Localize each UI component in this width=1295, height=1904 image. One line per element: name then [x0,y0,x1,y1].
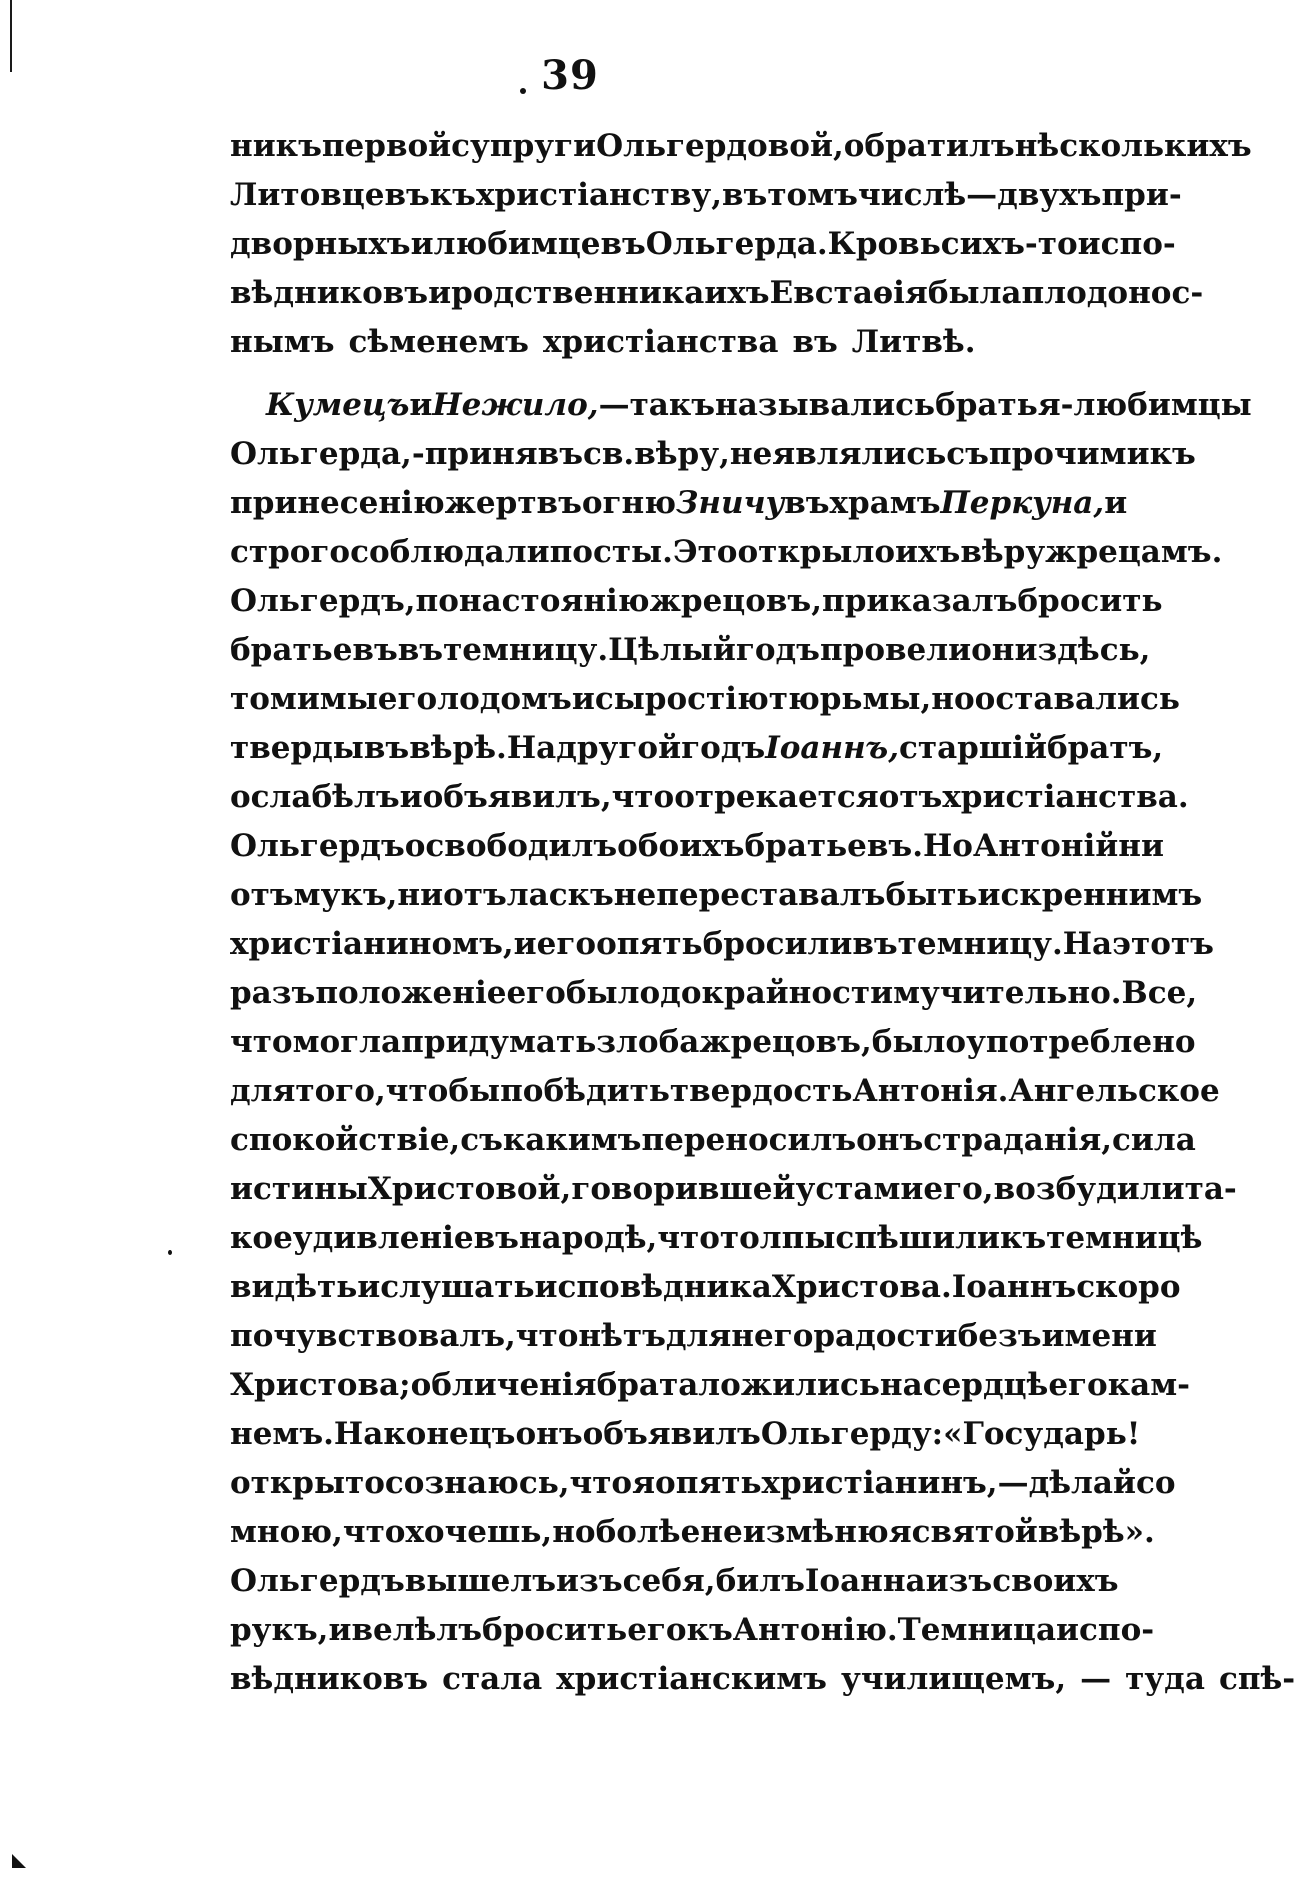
word: кое [230,1220,293,1256]
word: объявилъ, [422,779,612,815]
word: посты. [549,534,673,570]
word: строго [230,534,351,570]
word: билъ [715,1563,805,1599]
word: ихъ [704,275,770,311]
word: годъ [681,730,766,766]
word: Это [672,534,738,570]
word: удивленіе [292,1220,474,1256]
word: жрецовъ, [699,1024,872,1060]
word: Все, [1121,975,1198,1011]
word: На [1062,926,1113,962]
word: но [931,681,975,717]
word: что [657,1220,720,1256]
word: спокойствіе, [230,1122,461,1158]
word: опять [655,1465,762,1501]
word: его [627,1612,687,1648]
word: братьевъ. [744,828,923,864]
text-line [230,626,1151,675]
word: вѣдниковъ [230,1661,429,1697]
word: устами [795,1171,924,1207]
paragraph [230,122,1252,367]
word: Кровь [827,226,941,262]
word: Христова. [771,1269,952,1305]
word: и [410,226,434,262]
word: сыростію [594,681,769,717]
word: училищемъ, [840,1661,1067,1697]
word: обличенія [410,1367,597,1403]
word: къ [686,1612,733,1648]
word: съ [946,436,989,472]
text-line [230,1361,1191,1410]
text-line [230,969,1198,1018]
text-line [230,871,1203,920]
text-line [230,822,1164,871]
word: христіанству, [475,177,723,213]
word: первой [321,128,452,164]
text-line [230,1018,1196,1067]
word: бросить [1017,583,1163,619]
word: — [966,177,998,213]
word: положеніе [315,975,507,1011]
word: имени [1041,1318,1157,1354]
word: разъ [230,975,316,1011]
text-line [230,220,1176,269]
word: побѣдить [500,1073,670,1109]
word: темницѣ [1046,1220,1203,1256]
word: спѣшили [835,1220,1000,1256]
word: Антонія. [852,1073,1009,1109]
text-line [230,1067,1220,1116]
word: велѣлъ [351,1612,483,1648]
word: сила [1112,1122,1196,1158]
word: та- [1184,1171,1237,1207]
word: при- [1101,177,1182,213]
italic-word: Зничу [676,485,785,521]
word: Антоній [972,828,1119,864]
word: въ [852,926,898,962]
word: Ольгерда. [645,226,828,262]
word: двухъ [997,177,1102,213]
word: нѣтъ [578,1318,666,1354]
word: что [342,1514,406,1550]
text-line [230,1410,1141,1459]
word: христіаниномъ, [230,926,514,962]
word: него [731,1318,814,1354]
word: съ [460,1122,503,1158]
text-line [230,318,1106,367]
word: радости [813,1318,958,1354]
word: болѣе [595,1514,701,1550]
word: и [399,779,423,815]
word: Литовцевъ [230,177,430,213]
word: искреннимъ [977,877,1203,913]
word: въ [784,485,830,521]
word: вѣрѣ». [1037,1514,1155,1550]
word: онъ [515,1416,583,1452]
word: Ольгердовой, [596,128,844,164]
word: чтобы [385,1073,501,1109]
word: крайности [701,975,894,1011]
word: Евстаѳія [769,275,928,311]
text-line [230,1606,1155,1655]
word: туда [1125,1661,1205,1697]
word: сердцѣ [922,1367,1049,1403]
word: къ [429,177,476,213]
word: — [598,387,630,423]
word: почувствовалъ, [230,1318,516,1354]
word: истины [230,1171,368,1207]
word: другой [556,730,682,766]
word: что [515,1318,579,1354]
word: онъ [856,1122,924,1158]
word: на [879,1367,923,1403]
word: никъ [230,128,322,164]
word: старшій [899,730,1047,766]
word: мучительно. [893,975,1122,1011]
word: испо- [1077,226,1176,262]
word: его [536,926,597,962]
word: обратилъ [843,128,1015,164]
word: супруги [451,128,597,164]
word: и [571,681,595,717]
word: въ [473,1220,519,1256]
word: брата [596,1367,699,1403]
word: до [660,975,702,1011]
text-line [230,724,1164,773]
word: такъ [629,387,716,423]
text-line [230,122,1252,171]
word: братья-любимцы [935,387,1252,423]
word: христіанства. [942,779,1189,815]
word: переносилъ [641,1122,857,1158]
word: и [328,1612,352,1648]
word: кам- [1107,1367,1191,1403]
word: прочими [988,436,1150,472]
word: открыло [737,534,896,570]
italic-word: Нежило, [432,387,599,423]
word: я [888,1514,912,1550]
word: какимъ [502,1122,642,1158]
word: дѣлай [1028,1465,1136,1501]
word: вѣру [960,534,1046,570]
word: измѣню [742,1514,889,1550]
word: мукъ, [293,877,398,913]
word: и [357,1269,381,1305]
word: страданія, [923,1122,1113,1158]
text-line [230,430,1196,479]
text-line [230,1263,1181,1312]
word: христіанства [542,324,779,360]
word: вѣдниковъ [230,275,429,311]
word: «Государь! [943,1416,1141,1452]
word: что [569,1465,633,1501]
word: Ольгерду: [760,1416,944,1452]
word: обоихъ [617,828,745,864]
word: Но [923,828,973,864]
word: мною, [230,1514,343,1550]
word: рукъ, [230,1612,329,1648]
word: Христовой, [367,1171,572,1207]
word: они [971,632,1038,668]
word: принявъ [424,436,583,472]
word: освободилъ [404,828,618,864]
word: въ [722,177,768,213]
word: - [411,436,425,472]
word: святой [911,1514,1038,1550]
corner-mark [12,1854,26,1868]
text-line [230,479,1128,528]
word: сихъ-то [940,226,1078,262]
word: себя, [622,1563,716,1599]
text-line [230,1557,1119,1606]
word: братъ, [1046,730,1164,766]
word: Антонію. [732,1612,898,1648]
word: отъ [878,779,943,815]
word: безъ [957,1318,1042,1354]
word: томимые [230,681,398,717]
text-line [230,920,1214,969]
word: къ [999,1220,1047,1256]
word: ни [1118,828,1164,864]
word: употреблено [966,1024,1196,1060]
word: испо- [1056,1612,1155,1648]
word: хочешь, [405,1514,553,1550]
word: На [506,730,557,766]
word: голодомъ [397,681,572,717]
word: соблюдали [350,534,550,570]
word: ихъ [895,534,961,570]
word: скоро [1076,1269,1181,1305]
word: бросили [702,926,853,962]
text-line [230,1508,1155,1557]
word: назывались [715,387,936,423]
word: Литвѣ. [851,324,976,360]
word: не [700,1514,743,1550]
word: Ангельское [1008,1073,1220,1109]
word: въ [363,730,410,766]
word: вышелъ [404,1563,557,1599]
word: являлись [772,436,947,472]
word: изъ [556,1563,623,1599]
body-text [230,122,1295,1704]
word: слушать [380,1269,535,1305]
word: толпы [719,1220,836,1256]
text-line [230,1165,1237,1214]
word: и [1104,485,1128,521]
word: ласкъ [506,877,614,913]
word: принесенію [230,485,445,521]
word: твердость [669,1073,853,1109]
text-line [230,773,1189,822]
word: къ [1149,436,1196,472]
word: храмъ [829,485,941,521]
text-line [230,675,1180,724]
word: Ольгердъ, [230,583,416,619]
word: и [513,926,537,962]
word: вѣру, [634,436,730,472]
word: опять [596,926,703,962]
word: говорившей [571,1171,796,1207]
word: христіанинъ, [761,1465,998,1501]
word: плодонос- [1021,275,1204,311]
word: Темница [897,1612,1057,1648]
page-number: 39 [541,52,599,99]
word: Цѣлый [608,632,736,668]
word: Ольгерда, [230,436,412,472]
text-line [230,269,1204,318]
word: дворныхъ [230,226,411,262]
word: родственника [451,275,705,311]
word: огню [581,485,677,521]
text-line [230,528,1223,577]
word: переставалъ [656,877,886,913]
word: темницу. [897,926,1063,962]
word: я [632,1465,656,1501]
word: объявилъ [582,1416,761,1452]
word: открыто [230,1465,385,1501]
word: что [611,779,675,815]
word: Христова; [230,1367,411,1403]
word: — [1080,1661,1112,1697]
italic-word: Іоаннъ, [765,730,899,766]
word: вѣрѣ. [409,730,507,766]
word: видѣть [230,1269,358,1305]
word: не [613,877,657,913]
word: было [871,1024,967,1060]
word: для [230,1073,296,1109]
text-line [230,577,1163,626]
word: своихъ [992,1563,1119,1599]
word: народѣ, [518,1220,658,1256]
word: здѣсь, [1037,632,1151,668]
word: числѣ [857,177,967,213]
word: оставались [974,681,1180,717]
word: было [565,975,661,1011]
word: что [230,1024,293,1060]
word: по [415,583,459,619]
italic-word: Кумецъ [266,387,410,423]
word: стала [442,1661,543,1697]
text-line [230,171,1182,220]
word: отъ [443,877,507,913]
word: спѣ- [1218,1661,1295,1697]
word: Ольгердъ [230,1563,405,1599]
italic-word: Перкуна, [940,485,1105,521]
word: его, [923,1171,994,1207]
paragraph [230,381,1295,1704]
word: ложились [698,1367,880,1403]
paragraph-gap [230,367,1106,381]
word: жрецамъ. [1045,534,1223,570]
word: придумать [401,1024,597,1060]
word: нѣсколькихъ [1014,128,1252,164]
word: Іоаннъ [951,1269,1077,1305]
word: злоба [596,1024,700,1060]
text-line [230,1655,1295,1704]
word: темницу. [443,632,609,668]
word: настоянію [458,583,650,619]
word: приказалъ [822,583,1018,619]
word: нымъ [230,324,335,360]
word: но [552,1514,596,1550]
word: тверды [230,730,364,766]
word: его [1048,1367,1108,1403]
text-line [230,1312,1157,1361]
word: сознаюсь, [384,1465,570,1501]
word: исповѣдника [534,1269,772,1305]
word: этотъ [1112,926,1214,962]
word: Ольгердъ [230,828,405,864]
text-line [230,381,1252,430]
word: жертвъ [444,485,582,521]
word: братьевъ [230,632,398,668]
word: въ [397,632,444,668]
text-line [230,1459,1176,1508]
word: быть [885,877,978,913]
word: того, [295,1073,386,1109]
text-line [230,1214,1203,1263]
word: не [729,436,773,472]
word: его [506,975,566,1011]
word: отрекается [674,779,879,815]
word: ни [397,877,444,913]
text-line [230,1116,1196,1165]
word: сѣменемъ [348,324,529,360]
word: томъ [767,177,858,213]
word: для [665,1318,732,1354]
word: могла [292,1024,402,1060]
word: и [409,387,433,423]
word: въ [792,324,838,360]
word: изъ [925,1563,993,1599]
word: и [428,275,452,311]
word: — [997,1465,1029,1501]
word: немъ. [230,1416,334,1452]
word: годъ [735,632,820,668]
word: Іоанна [804,1563,926,1599]
word: св. [583,436,635,472]
word: христіанскимъ [556,1661,827,1697]
word: жрецовъ, [649,583,823,619]
word: Наконецъ [333,1416,516,1452]
word: бросить [482,1612,628,1648]
word: ослабѣлъ [230,779,400,815]
ink-speck [168,1250,172,1255]
word: возбудили [993,1171,1185,1207]
word: отъ [230,877,294,913]
word: со [1136,1465,1176,1501]
word: тюрьмы, [768,681,932,717]
word: провели [819,632,972,668]
word: любимцевъ [433,226,646,262]
word: была [927,275,1022,311]
